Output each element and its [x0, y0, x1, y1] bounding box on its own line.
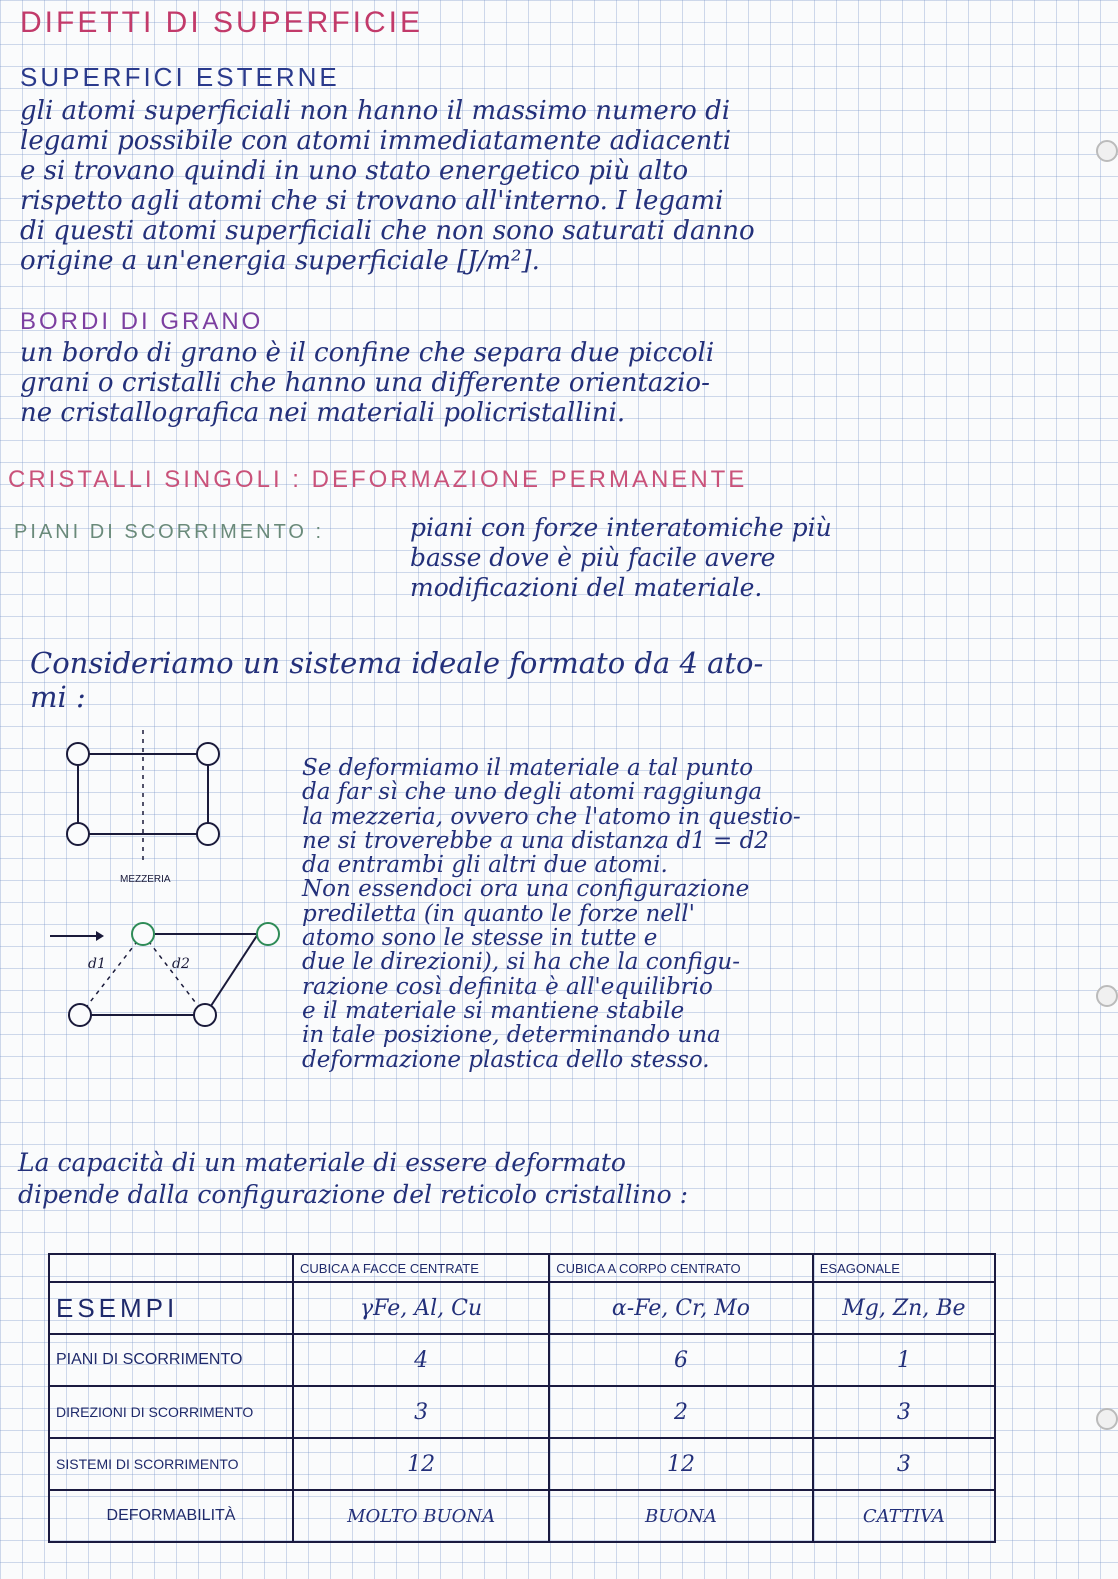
text-line: piani con forze interatomiche più — [410, 513, 832, 542]
table-header-cell: CUBICA A CORPO CENTRATO — [549, 1254, 813, 1282]
table-row — [49, 1438, 995, 1490]
table-cell: Mg, Zn, Be — [813, 1282, 995, 1334]
text-line: basse dove è più facile avere — [410, 543, 776, 572]
text-line: legami possibile con atomi immediatamente adiacenti — [20, 126, 732, 156]
text-line: gli atomi superficiali non hanno il massimo numero di — [20, 96, 731, 126]
table-header-cell — [49, 1254, 293, 1282]
section-title-grain-boundaries: BORDI DI GRANO — [20, 308, 264, 335]
mezzeria-label: MEZZERIA — [120, 874, 171, 885]
deformation-text — [302, 756, 1002, 1072]
text-line: Se deformiamo il materiale a tal punto — [302, 755, 754, 781]
external-surfaces-text — [20, 96, 1020, 276]
text-line: mi : — [30, 680, 86, 714]
text-line: La capacità di un materiale di essere deformato — [18, 1148, 626, 1177]
text-line: da far sì che uno degli atomi raggiunga — [302, 779, 763, 806]
table-cell: α-Fe, Cr, Mo — [549, 1282, 813, 1334]
row-label: DIREZIONI DI SCORRIMENTO — [49, 1386, 293, 1438]
text-line: un bordo di grano è il confine che separa due piccoli — [20, 338, 715, 368]
text-line: prediletta (in quanto le forze nell' — [302, 900, 695, 927]
d1-label: d1 — [88, 956, 106, 972]
text-line: deformazione plastica dello stesso. — [302, 1046, 710, 1073]
text-line: da entrambi gli altri due atomi. — [302, 852, 668, 879]
binder-hole — [1096, 985, 1118, 1007]
table-cell: 3 — [293, 1386, 549, 1438]
text-line: ne cristallografica nei materiali policristallini. — [20, 398, 626, 428]
four-atom-diagram — [40, 730, 300, 1040]
text-line: modificazioni del materiale. — [410, 573, 763, 602]
slip-systems-table — [48, 1253, 996, 1543]
d2-label: d2 — [172, 956, 190, 972]
text-line: grani o cristalli che hanno una differente orientazio- — [20, 368, 710, 398]
text-line: due le direzioni), si ha che la configu- — [302, 949, 740, 976]
section-title-external-surfaces: SUPERFICI ESTERNE — [20, 62, 340, 92]
text-line: atomo sono le stesse in tutte e — [302, 925, 658, 952]
table-cell: CATTIVA — [813, 1490, 995, 1542]
table-cell: 3 — [813, 1386, 995, 1438]
slip-planes-text — [410, 513, 1010, 603]
atom — [69, 1004, 91, 1026]
table-cell: 1 — [813, 1334, 995, 1386]
atom — [67, 743, 89, 765]
text-line: rispetto agli atomi che si trovano all'interno. I legami — [20, 186, 724, 216]
text-line: dipende dalla configurazione del reticolo cristallino : — [18, 1180, 689, 1209]
table-cell: γFe, Al, Cu — [293, 1282, 549, 1334]
row-label: SISTEMI DI SCORRIMENTO — [49, 1438, 293, 1490]
text-line: razione così definita è all'equilibrio — [302, 973, 713, 1000]
table-cell: 3 — [813, 1438, 995, 1490]
atom — [257, 923, 279, 945]
row-label: ESEMPI — [49, 1282, 293, 1334]
table-row — [49, 1282, 995, 1334]
text-line: in tale posizione, determinando una — [302, 1022, 721, 1049]
atom — [197, 743, 219, 765]
text-line: Consideriamo un sistema ideale formato da 4 ato- — [30, 646, 764, 680]
row-label: PIANI DI SCORRIMENTO — [49, 1334, 293, 1386]
grain-boundaries-text — [20, 338, 1020, 428]
atom — [194, 1004, 216, 1026]
table-cell: 6 — [549, 1334, 813, 1386]
atom — [197, 823, 219, 845]
row-label: DEFORMABILITÀ — [49, 1490, 293, 1542]
table-cell: 4 — [293, 1334, 549, 1386]
section-title-single-crystals: CRISTALLI SINGOLI : DEFORMAZIONE PERMANENTE — [8, 466, 748, 493]
atom — [67, 823, 89, 845]
table-cell: 12 — [549, 1438, 813, 1490]
page-title: DIFETTI DI SUPERFICIE — [20, 6, 424, 39]
table-row — [49, 1334, 995, 1386]
atom-moved — [132, 923, 154, 945]
binder-hole — [1096, 1408, 1118, 1430]
text-line: e il materiale si mantiene stabile — [302, 997, 685, 1024]
text-line: ne si troverebbe a una distanza d1 = d2 — [302, 827, 769, 854]
ideal-system-text — [30, 646, 1030, 714]
table-header-cell: CUBICA A FACCE CENTRATE — [293, 1254, 549, 1282]
arrow-icon — [96, 931, 104, 941]
text-line: Non essendoci ora una configurazione — [302, 876, 750, 903]
table-cell: 2 — [549, 1386, 813, 1438]
capacity-text — [18, 1147, 1018, 1211]
table-row — [49, 1490, 995, 1542]
table-cell: BUONA — [549, 1490, 813, 1542]
table-header-cell: ESAGONALE — [813, 1254, 995, 1282]
section-title-slip-planes: PIANI DI SCORRIMENTO : — [14, 521, 325, 543]
text-line: e si trovano quindi in uno stato energetico più alto — [20, 156, 689, 186]
table-cell: 12 — [293, 1438, 549, 1490]
text-line: di questi atomi superficiali che non sono saturati danno — [20, 216, 755, 246]
table-cell: MOLTO BUONA — [293, 1490, 549, 1542]
binder-hole — [1096, 140, 1118, 162]
table-row — [49, 1386, 995, 1438]
text-line: origine a un'energia superficiale [J/m²]. — [20, 246, 540, 276]
table-header-row — [49, 1254, 995, 1282]
text-line: la mezzeria, ovvero che l'atomo in questio- — [302, 803, 801, 830]
